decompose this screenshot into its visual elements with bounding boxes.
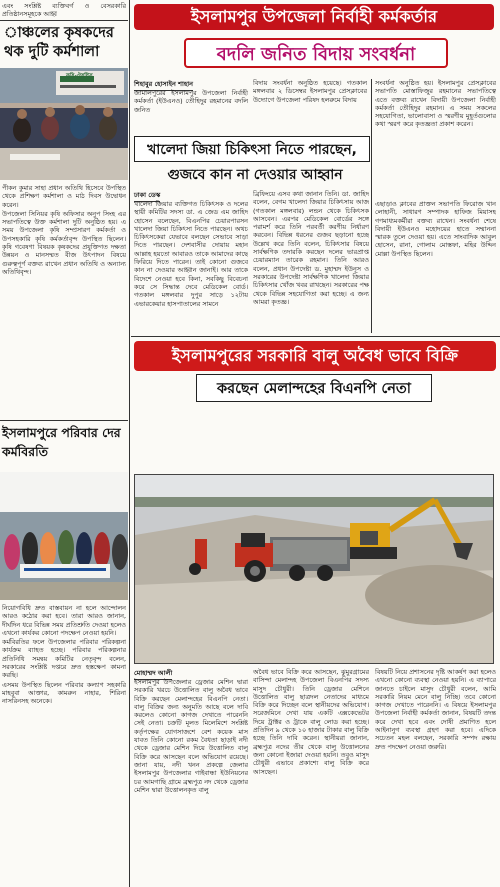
left-headline: াঞ্চলের কৃষকদের থক দুটি কর্মশালা bbox=[4, 25, 114, 60]
article3-photo-excavator bbox=[134, 474, 494, 664]
article2-headline-line-2: গুজবে কান না দেওয়ার আহ্বান bbox=[167, 167, 343, 183]
article-divider-horizontal bbox=[131, 336, 500, 337]
left-top-rule bbox=[0, 20, 128, 21]
article3-col-1: ইসলামপুর উপজেলার ড্রেজার মেশিন দ্বারা সরকারি খরচে উত্তোলিত বালু অবৈধ ভাবে বিক্রি করছেন মেলান্দহের বিএনপি নেতা। বালু বিক্রির জন্য অনুমতি আছে বলে দাবি করলেও কোনো কাগজ দেখাতে পারেননি সেই নেতা। চক্রটি মূলত মিলেমিশে সংশ্লিষ্ট কর্তৃপক্ষের যোগসাজশে বেশ কয়েক মাস যাবত তিনি কোনো রকম বৈধতা ছাড়াই নদী থেকে ড্রেজার মেশিন দিয়ে উত্তোলিত বালু বিক্রি করে আসছেন বলে অভিযোগ রয়েছে। জানা যায়, নদী খনন প্রকল্পে জেলার ইসলামপুর উপজেলার গাইবান্ধা ইউনিয়নের চর আমগাছি গ্রামে ব্রহ্মপুত্র নদ থেকে ড্রেজার মেশিন দ্বারা উত্তোলনকৃত বালু bbox=[134, 678, 248, 794]
left-body-para-1: পীকন কুমার সাহা প্রধান অতিথি হিসেবে উপস্থিত থেকে প্রশিক্ষণ কর্মশালা ও মাঠ দিবস উদ্বোধন করেন। bbox=[2, 184, 126, 209]
article1-col-3: সংবর্ধনা অনুষ্ঠিত হয়। ইসলামপুর প্রেসক্লাবের সভাপতি মোস্তাফিজুর রহমানের সভাপতিত্বে এতে বক্তব্য রাখেন বিদায়ী উপজেলা নির্বাহী কর্মকর্তা তৌহিদুর রহমান। এ সময় সকলের সহযোগিতা, ভালোবাসা ও স্মরণীয় মুহূর্তগুলোর কথা স্মরণ করে কৃতজ্ঞতা প্রকাশ করেন। bbox=[375, 79, 496, 129]
left-body2-para-3: এসময় উপস্থিত ছিলেন পরিবার কল্যাণ সহকারি মাহবুবা আক্তার, কামরুন নাহার, শিরিনা নাসরিনসহ অনেকে। bbox=[2, 680, 126, 706]
article2-byline: ঢাকা ডেস্ক bbox=[134, 190, 160, 202]
main-headline-line-1: ইসলামপুর উপজেলা নির্বাহী কর্মকর্তার bbox=[134, 4, 494, 30]
left-body2-para-2: কর্মবিরতির ফলে উপজেলার পরিবার পরিকল্পনা কার্যক্রম ব্যাহত হচ্ছে। পরিবার পরিকল্পনার প্রতিনিধি সমন্বয় কমিটির নেতৃবৃন্দ বলেন, সরকারের সংশ্লিষ্ট দপ্তরে দ্রুত হস্তক্ষেপ কামনা করছি। bbox=[2, 638, 126, 680]
article3-headline-line-2: করছেন মেলান্দহের বিএনপি নেতা bbox=[196, 374, 432, 402]
left-body2-para-1: নিয়োগবিধি দ্রুত বাস্তবায়ন না হলে আন্দোলন আরও কঠোর করা হবে। তারা আরও জানান, দীর্ঘদিন ধরে বিভিন্ন সময় প্রতিশ্রুতি দেওয়া হলেও এখনো কার্যকর কোনো পদক্ষেপ নেওয়া হয়নি। bbox=[2, 604, 126, 637]
article-divider-vertical-1 bbox=[371, 79, 372, 333]
left-photo-workshop bbox=[0, 68, 128, 180]
article2-headline-line-1: খালেদা জিয়া চিকিৎসা নিতে পারছেন, bbox=[134, 136, 370, 162]
left-body-2 bbox=[2, 604, 126, 884]
left-headline-2: ইসলামপুরে পরিবার দের কর্মবিরতি bbox=[2, 425, 121, 459]
article3-col-2: অবৈধ ভাবে বিক্রি করে আসছেন, ঝুমুরগ্রামের বাসিন্দা মেলান্দহ উপজেলা বিএনপির সদস্য মাসুদ চৌধুরী। তিনি ড্রেজার মেশিনে উত্তোলিত বালু ছাত্রদল নেতাদের মাধ্যমে বিক্রি করে দিচ্ছেন বলে স্থানীয়দের অভিযোগ। সরেজমিনে দেখা যায় একটি এক্সকেভেটর দিয়ে ট্রাক্টর ও ট্রাকে বালু লোড করা হচ্ছে। প্রতিদিন ৯ থেকে ১০ হাজার টাকার বালু বিক্রি হচ্ছে তিনি দাবি করেন। স্থানীয়রা জানান, ব্রহ্মপুত্র নদের তীর থেকে বালু উত্তোলনের জন্য কোনো ইজারা দেওয়া হয়নি। তবুও মাসুদ চৌধুরী এভাবে প্রকাশ্যে বালু বিক্রি করে আসছেন। bbox=[253, 668, 369, 776]
left-photo-rally bbox=[0, 472, 128, 600]
left-body-para-2: উপজেলা সিনিয়র কৃষি অফিসার অনুপ সিংহ এর সভাপতিত্বে উক্ত কর্মশালা দুটি অনুষ্ঠিত হয়। এ সময় উপজেলা কৃষি সম্প্রসারণ কর্মকর্তা ও উপসহকারি কৃষি কর্মকর্তাবৃন্দ উপস্থিত ছিলেন। কৃষি গবেষণা বিষয়ক কৃষকদের প্রযুক্তিগত দক্ষতা উন্নয়ন ও মানসম্মত বীজ উৎপাদন বিষয়ে গুরুত্বপূর্ণ বক্তব্য রাখেন প্রধান অতিথি ও অন্যান্য অতিথিবৃন্দ। bbox=[2, 209, 126, 276]
left-mid-rule bbox=[0, 420, 128, 421]
article3-headline-line-1: ইসলামপুরের সরকারি বালু অবৈধ ভাবে বিক্রি bbox=[134, 341, 496, 371]
article1-col-1: জামালপুরের ইসলামপুর উপজেলা নির্বাহী কর্মকর্তা (ইউএনও) তৌহিদুর রহমানের বদলি জনিত bbox=[134, 89, 248, 114]
article2-col-1: খালেদা জিয়ার ব্যক্তিগত চিকিৎসক ও দলের স্থায়ী কমিটির সদস্য ডা. এ জেড এম জাহিদ হোসেন বলেছেন, বিএনপির চেয়ারপারসন খালেদা জিয়া চিকিৎসা নিতে পারছেন। অথচ চিকিৎসকেরা যেভাবে বলছেন সেভাবে সাড়া দিতে পারছেন। দেশবাসীর দোয়ায় মহান আল্লাহ হয়তো আবারও তাকে আমাদের কাছে ফিরিয়ে দিতে পারেন। তাই কোনো গুজবে কান না দেওয়ার আহ্বান জানাই। আর তাকে বিদেশে নেওয়া হবে কিনা, সবকিছু বিবেচনা করে সে সিদ্ধান্ত দেবে মেডিকেল বোর্ড। গতকাল মঙ্গলবার দুপুর সাড়ে ১২টায় এভারকেয়ার হাসপাতালের সামনে bbox=[134, 200, 248, 308]
article3-col-3: বিষয়টি নিয়ে প্রশাসনের দৃষ্টি আকর্ষণ করা হলেও এখনো কোনো ব্যবস্থা নেওয়া হয়নি। এ ব্যাপারে জানতে চাইলে মাসুদ চৌধুরী বলেন, আমি সরকারি নিয়ম মেনে বালু নিচ্ছি। তবে কোনো কাগজ দেখাতে পারেননি। এ বিষয়ে ইসলামপুর উপজেলা নির্বাহী কর্মকর্তা জানান, বিষয়টি তদন্ত করে দেখা হবে এবং দোষী প্রমাণিত হলে আইনানুগ ব্যবস্থা গ্রহণ করা হবে। এদিকে সচেতন মহল বলছেন, সরকারি সম্পদ রক্ষায় দ্রুত পদক্ষেপ নেওয়া জরুরি। bbox=[375, 668, 496, 751]
article1-col-3b: এছাড়াও ক্লাবের প্রাক্তন সভাপতি ফিরোজ খান লোহানী, সাধারণ সম্পাদক হাফিজ মিয়াসহ গণমাধ্যমকর্মীরা বক্তব্য রাখেন। সংবর্ধনা শেষে বিদায়ী ইউএনও মহোদয়ের হাতে সম্মাননা স্মারক তুলে দেওয়া হয়। এতে সাংবাদিক আবুল হোসেন, রানা, গোলাম মোস্তফা, মহির উদ্দিন মোল্লা উপস্থিত ছিলেন। bbox=[375, 200, 496, 258]
left-photo-banner: কৃষি-ঔষধিস bbox=[66, 73, 93, 79]
article1-byline: শিহাবুর হোসাইন শাহান bbox=[134, 79, 193, 91]
left-top-text: এবং সংশ্লিষ্ট ব্যক্তিবর্গ ও বেসরকারি প্রতিষ্ঠানসমূহকে আহ্ব bbox=[2, 2, 126, 19]
left-body bbox=[2, 184, 126, 416]
article3-byline: মোহাম্মদ আলী bbox=[134, 668, 172, 680]
article2-col-2: ব্রিফিংয়ে এসব কথা জানান তিনি। ডা. জাহিদ বলেন, বেগম খালেদা জিয়ার চিকিৎসায় আজ (গতকাল মঙ্গলবার) লন্ডন থেকে চিকিৎসক আসবেন। এরপর মেডিকেল বোর্ডের সঙ্গে পরামর্শ করে তিনি পরবর্তী করণীয় নির্ধারণ করবেন। বিভিন্ন ধরনের গুজব ছড়ানো হচ্ছে উল্লেখ করে তিনি বলেন, চিকিৎসার বিষয়ে সার্বক্ষণিক তদারকি করছেন দলের ভারপ্রাপ্ত চেয়ারম্যান তারেক রহমান। তিনি আরও বলেন, প্রধান উপদেষ্টা ড. মুহাম্মদ ইউনূস ও সরকারের উপদেষ্টা সার্বক্ষণিক খালেদা জিয়ার চিকিৎসার খোঁজ খবর রাখছেন। সরকারের পক্ষ থেকে বিভিন্ন সহযোগিতা করা হচ্ছে। এ জন্য আমরা কৃতজ্ঞ। bbox=[253, 190, 369, 306]
column-divider bbox=[129, 0, 130, 887]
article1-col-2: বিদায় সংবর্ধনা অনুষ্ঠিত হয়েছে। গতকাল মঙ্গলবার ২ ডিসেম্বর ইসলামপুর প্রেসক্লাবের উদ্যোগে উপজেলা পরিষদ হলরুমে বিদায় bbox=[253, 79, 367, 104]
main-headline-line-2: বদলি জনিত বিদায় সংবর্ধনা bbox=[184, 38, 448, 68]
